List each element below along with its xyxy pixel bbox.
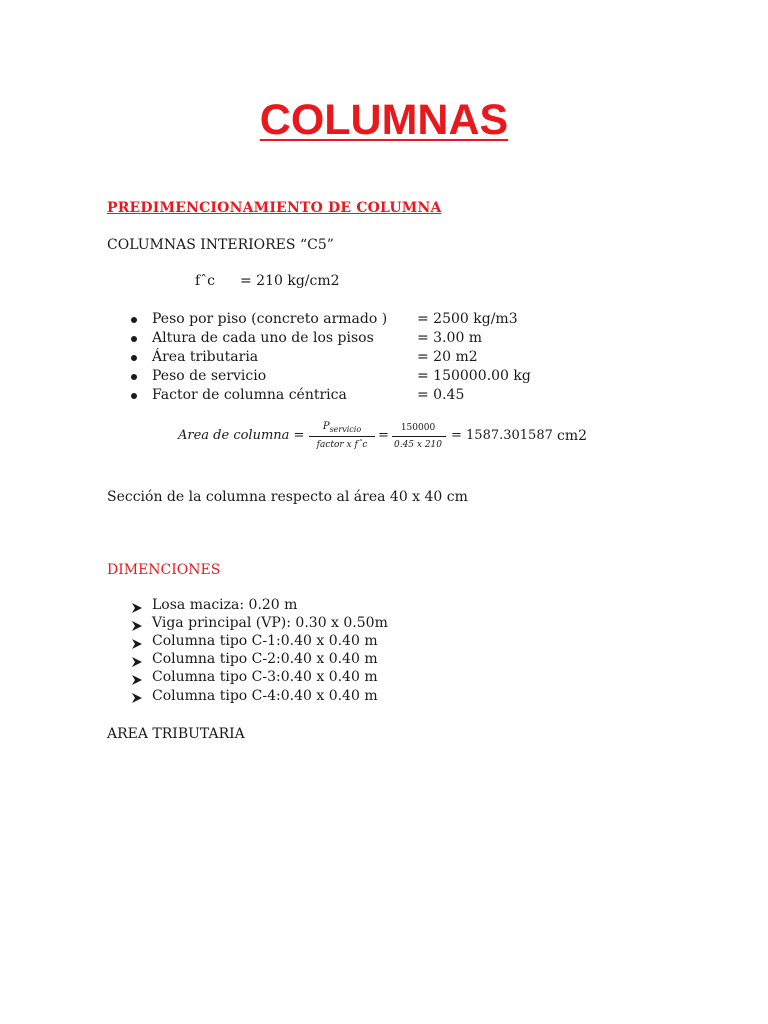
list-item-label: Peso de servicio <box>152 368 267 384</box>
fc-value: = 210 kg/cm2 <box>240 273 340 289</box>
arrow-bullet-icon <box>131 602 143 614</box>
list-item: Columna tipo C-4:0.40 x 0.40 m <box>152 688 378 704</box>
list-item-label: Altura de cada uno de los pisos <box>152 330 374 346</box>
list-item: Columna tipo C-2:0.40 x 0.40 m <box>152 651 378 667</box>
bullet-dot-icon <box>131 317 137 323</box>
arrow-bullet-icon <box>131 692 143 704</box>
arrow-bullet-icon <box>131 638 143 650</box>
list-item-label: Peso por piso (concreto armado ) <box>152 311 388 327</box>
section-heading-area-tributaria: AREA TRIBUTARIA <box>107 726 245 742</box>
bullet-dot-icon <box>131 355 137 361</box>
section-dimension-text: Sección de la columna respecto al área 40 x 40 cm <box>107 489 468 505</box>
formula-fraction1-denominator: factor x fˆc <box>316 440 368 450</box>
section-heading-dimensiones: DIMENCIONES <box>107 562 221 578</box>
subtitle-columnas-interiores: COLUMNAS INTERIORES “C5” <box>107 237 334 253</box>
section-heading-predimensionamiento: PREDIMENCIONAMIENTO DE COLUMNA <box>107 200 442 216</box>
list-item-value: = 2500 kg/m3 <box>417 311 518 327</box>
list-item: Columna tipo C-3:0.40 x 0.40 m <box>152 669 378 685</box>
bullet-dot-icon <box>131 393 137 399</box>
formula-unit: cm2 <box>557 428 588 444</box>
formula-result: = 1587.301587 <box>451 428 553 443</box>
formula-equals: = <box>378 428 389 443</box>
list-item: Viga principal (VP): 0.30 x 0.50m <box>152 615 388 631</box>
list-item: Columna tipo C-1:0.40 x 0.40 m <box>152 633 378 649</box>
formula-fraction1-numerator: $P_{servicio}$ <box>322 421 362 434</box>
list-item-value: = 150000.00 kg <box>417 368 531 384</box>
formula-fraction2-denominator: 0.45 x 210 <box>393 440 442 450</box>
bullet-dot-icon <box>131 374 137 380</box>
formula-lhs: Area de columna = <box>178 428 305 443</box>
arrow-bullet-icon <box>131 674 143 686</box>
fc-label: fˆc <box>195 273 216 289</box>
list-item-label: Factor de columna céntrica <box>152 387 347 403</box>
list-item: Losa maciza: 0.20 m <box>152 597 298 613</box>
page-title: COLUMNAS <box>259 96 509 144</box>
list-item-value: = 20 m2 <box>417 349 478 365</box>
list-item-label: Área tributaria <box>152 349 259 365</box>
arrow-bullet-icon <box>131 620 143 632</box>
list-item-value: = 0.45 <box>417 387 465 403</box>
fraction-bar <box>309 436 375 437</box>
fraction-bar <box>392 436 446 437</box>
bullet-dot-icon <box>131 336 137 342</box>
arrow-bullet-icon <box>131 656 143 668</box>
formula-fraction2-numerator: 150000 <box>400 423 436 433</box>
list-item-value: = 3.00 m <box>417 330 483 346</box>
